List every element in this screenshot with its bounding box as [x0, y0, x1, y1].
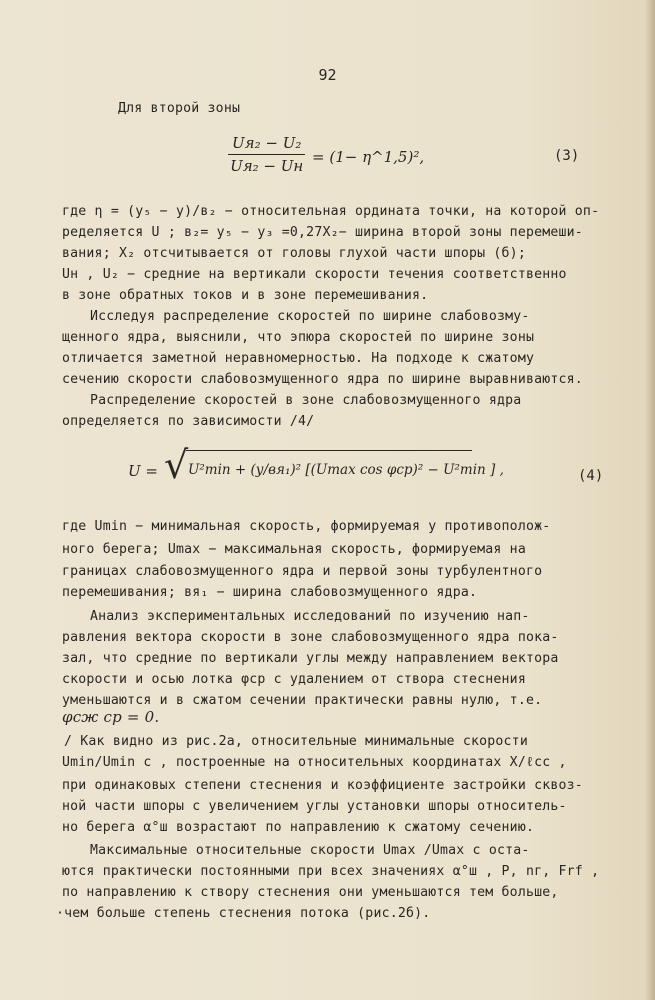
- par1-line: вания; Х₂ отсчитывается от головы глухой части шпоры (б);: [62, 246, 526, 261]
- par4-line: где Umin − минимальная скорость, формируемая у противополож-: [62, 519, 551, 534]
- par6-line: ной части шпоры с увеличением углы установки шпоры относитель-: [62, 799, 567, 814]
- par6-line: / Как видно из рис.2а, относительные минимальные скорости: [64, 734, 528, 749]
- par1-line: в зоне обратных токов и в зоне перемешивания.: [62, 288, 429, 303]
- par5-line: уменьшаются и в сжатом сечении практически равны нулю, т.е.: [62, 693, 543, 708]
- sqrt-sign: √: [164, 443, 189, 487]
- par7-line: по направлению к створу стеснения они уменьшаются тем больше,: [62, 885, 559, 900]
- eq3-numerator: Uя₂ − U₂: [228, 134, 305, 155]
- zone-heading: Для второй зоны: [118, 101, 241, 116]
- par7-line: ·чем больше степень стеснения потока (рис.2б).: [56, 906, 431, 921]
- eq4-body: U²min + (у/вя₁)² [(Umax cos φср)² − U²min ] ,: [188, 462, 504, 478]
- par1-line: где η = (у₅ − у)/в₂ − относительная ордината точки, на которой оп-: [62, 204, 600, 219]
- eq3-number: (3): [554, 148, 580, 164]
- par5-line: зал, что средние по вертикали углы между направлением вектора: [62, 651, 559, 666]
- par4-line: границах слабовозмущенного ядра и первой зоны турбулентного: [62, 564, 543, 579]
- eq4-lhs: U =: [128, 462, 158, 480]
- par1-line: Uн , U₂ − средние на вертикали скорости течения соответственно: [62, 267, 567, 282]
- par4-line: перемешивания; вя₁ − ширина слабовозмущенного ядра.: [62, 585, 478, 600]
- page-edge-shadow: [645, 0, 655, 1000]
- par1-line: ределяется U ; в₂= у₅ − у₃ =0,27Х₂− ширина второй зоны перемеши-: [62, 225, 583, 240]
- page-number: 92: [318, 66, 337, 84]
- par2-line: Исследуя распределение скоростей по ширине слабовозму-: [90, 309, 530, 324]
- par6-line: Umin/Umin c , построенные на относительных координатах X/ℓсс ,: [62, 755, 567, 770]
- par7-line: ются практически постоянными при всех значениях α°ш , P, nг, Frf ,: [62, 864, 600, 879]
- par2-line: отличается заметной неравномерностью. На подходе к сжатому: [62, 351, 535, 366]
- par6-line: но берега α°ш возрастают по направлению к сжатому сечению.: [62, 820, 535, 835]
- par5-line: Анализ экспериментальных исследований по изучению нап-: [90, 609, 530, 624]
- par5-line: равления вектора скорости в зоне слабовозмущенного ядра пока-: [62, 630, 559, 645]
- eq3-fraction: [228, 134, 305, 175]
- eq3-rhs: = (1− η^1,5)²,: [312, 148, 425, 166]
- par2-line: щенного ядра, выяснили, что эпюра скоростей по ширине зоны: [62, 330, 535, 345]
- eq3-denominator: Uя₂ − Uн: [230, 157, 304, 175]
- par3-line: Распределение скоростей в зоне слабовозмущенного ядра: [90, 393, 522, 408]
- par6-line: при одинаковых степени стеснения и коэффициенте застройки сквоз-: [62, 778, 583, 793]
- par5-line: φсж ср = 0.: [62, 708, 160, 726]
- par4-line: ного берега; Umax − максимальная скорость, формируемая на: [62, 542, 526, 557]
- par7-line: Максимальные относительные скорости Umax /Umax c оста-: [90, 843, 530, 858]
- par3-line: определяется по зависимости /4/: [62, 414, 315, 429]
- par5-line: скорости и осью лотка φср с удалением от створа стеснения: [62, 672, 526, 687]
- par2-line: сечению скорости слабовозмущенного ядра по ширине выравниваются.: [62, 372, 583, 387]
- sqrt-bar: [186, 450, 472, 451]
- eq4-number: (4): [578, 468, 604, 484]
